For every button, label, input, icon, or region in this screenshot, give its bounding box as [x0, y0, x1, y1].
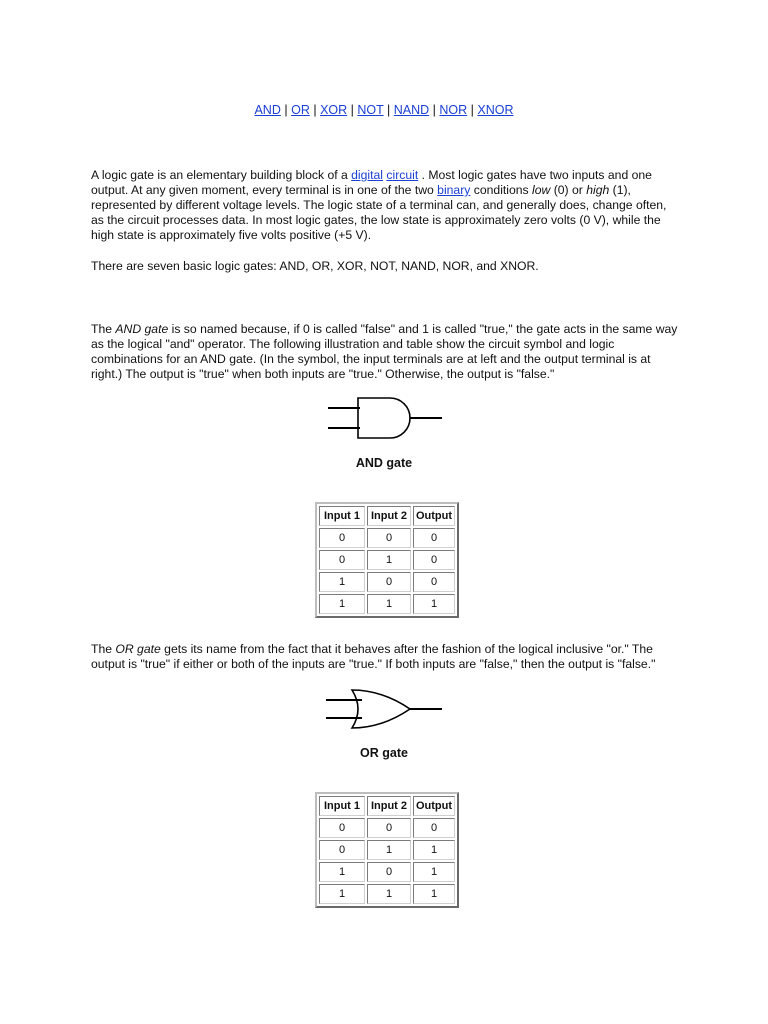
- and-gate-symbol: [324, 396, 444, 444]
- table-row: [319, 528, 455, 548]
- table-cell: 1: [413, 594, 455, 614]
- intro-paragraph: [91, 168, 681, 243]
- table-cell: 0: [413, 528, 455, 548]
- table-cell: 1: [413, 884, 455, 904]
- nav-separator: |: [350, 103, 354, 117]
- table-cell: 1: [367, 550, 411, 570]
- nav-separator: |: [284, 103, 288, 117]
- table-row: [319, 550, 455, 570]
- link-binary[interactable]: binary: [437, 183, 471, 197]
- table-row: [319, 818, 455, 838]
- table-cell: 1: [319, 884, 365, 904]
- table-cell: 0: [367, 818, 411, 838]
- nav-link-xor[interactable]: XOR: [320, 103, 348, 117]
- table-cell: 1: [413, 862, 455, 882]
- table-row: [319, 884, 455, 904]
- table-cell: 0: [367, 862, 411, 882]
- header-input-1: Input 1: [319, 506, 365, 526]
- nav-link-and[interactable]: AND: [254, 103, 281, 117]
- table-cell: 1: [319, 862, 365, 882]
- or-text: gets its name from the fact that it behaves after the fashion of the logical inclusive "or." The output is "true" if either or both of the inputs are "true." If both inputs are "false," then the output is "false.": [91, 642, 656, 671]
- table-header-row: [319, 796, 455, 816]
- and-text: The: [91, 322, 116, 336]
- term-and-gate: AND gate: [115, 322, 169, 336]
- nav-link-nand[interactable]: NAND: [393, 103, 430, 117]
- table-cell: 0: [367, 572, 411, 592]
- and-gate-caption: AND gate: [355, 456, 413, 470]
- intro-text: A logic gate is an elementary building block of a: [91, 168, 352, 182]
- or-gate-symbol: [322, 688, 446, 730]
- table-row: [319, 594, 455, 614]
- or-gate-paragraph: [91, 642, 681, 672]
- nav-separator: |: [387, 103, 391, 117]
- intro-text: conditions: [470, 183, 533, 197]
- or-truth-table: [315, 792, 459, 908]
- table-cell: 1: [319, 594, 365, 614]
- gate-nav: [0, 103, 768, 117]
- nav-link-or[interactable]: OR: [291, 103, 310, 117]
- link-circuit[interactable]: circuit: [386, 168, 419, 182]
- nav-link-nor[interactable]: NOR: [439, 103, 468, 117]
- or-text: The: [91, 642, 116, 656]
- seven-gates-paragraph: There are seven basic logic gates: AND, OR, XOR, NOT, NAND, NOR, and XNOR.: [91, 259, 539, 273]
- table-cell: 0: [413, 818, 455, 838]
- term-low: low: [532, 183, 551, 197]
- nav-separator: |: [432, 103, 436, 117]
- link-digital[interactable]: digital: [351, 168, 383, 182]
- table-row: [319, 572, 455, 592]
- header-input-2: Input 2: [367, 796, 411, 816]
- intro-text: (0) or: [550, 183, 587, 197]
- table-cell: 0: [319, 528, 365, 548]
- table-cell: 1: [367, 594, 411, 614]
- intro-text: . Most logic gates have two inputs and one output. At any given moment, every terminal is in one of the two: [91, 168, 652, 197]
- nav-link-xnor[interactable]: XNOR: [477, 103, 514, 117]
- table-cell: 1: [367, 884, 411, 904]
- table-cell: 0: [319, 818, 365, 838]
- table-cell: 0: [367, 528, 411, 548]
- header-input-1: Input 1: [319, 796, 365, 816]
- table-header-row: [319, 506, 455, 526]
- and-truth-table: [315, 502, 459, 618]
- or-gate-caption: OR gate: [360, 746, 408, 760]
- table-cell: 0: [413, 550, 455, 570]
- intro-text: (1), represented by different voltage levels. The logic state of a terminal can, and generally does, change often, as the circuit processes data. In most logic gates, the low state is approximately zero volts (0 V), while the high state is approximately five volts positive (+5 V).: [91, 183, 667, 242]
- table-row: [319, 862, 455, 882]
- header-output: Output: [413, 796, 455, 816]
- table-cell: 1: [367, 840, 411, 860]
- table-cell: 0: [319, 840, 365, 860]
- nav-link-not[interactable]: NOT: [357, 103, 384, 117]
- and-gate-paragraph: [91, 322, 681, 382]
- term-or-gate: OR gate: [115, 642, 161, 656]
- table-cell: 0: [413, 572, 455, 592]
- table-cell: 1: [413, 840, 455, 860]
- and-text: is so named because, if 0 is called "false" and 1 is called "true," the gate acts in the same way as the logical "and" operator. The following illustration and table show the circuit symbol and logic combinations for an AND gate. (In the symbol, the input terminals are at left and the output terminal is at right.) The output is "true" when both inputs are "true." Otherwise, the output is "false.": [91, 322, 678, 381]
- nav-separator: |: [313, 103, 317, 117]
- table-cell: 1: [319, 572, 365, 592]
- header-output: Output: [413, 506, 455, 526]
- or-gate-body: [352, 690, 410, 728]
- header-input-2: Input 2: [367, 506, 411, 526]
- and-gate-body: [358, 398, 410, 438]
- table-cell: 0: [319, 550, 365, 570]
- table-row: [319, 840, 455, 860]
- term-high: high: [586, 183, 610, 197]
- nav-separator: |: [470, 103, 474, 117]
